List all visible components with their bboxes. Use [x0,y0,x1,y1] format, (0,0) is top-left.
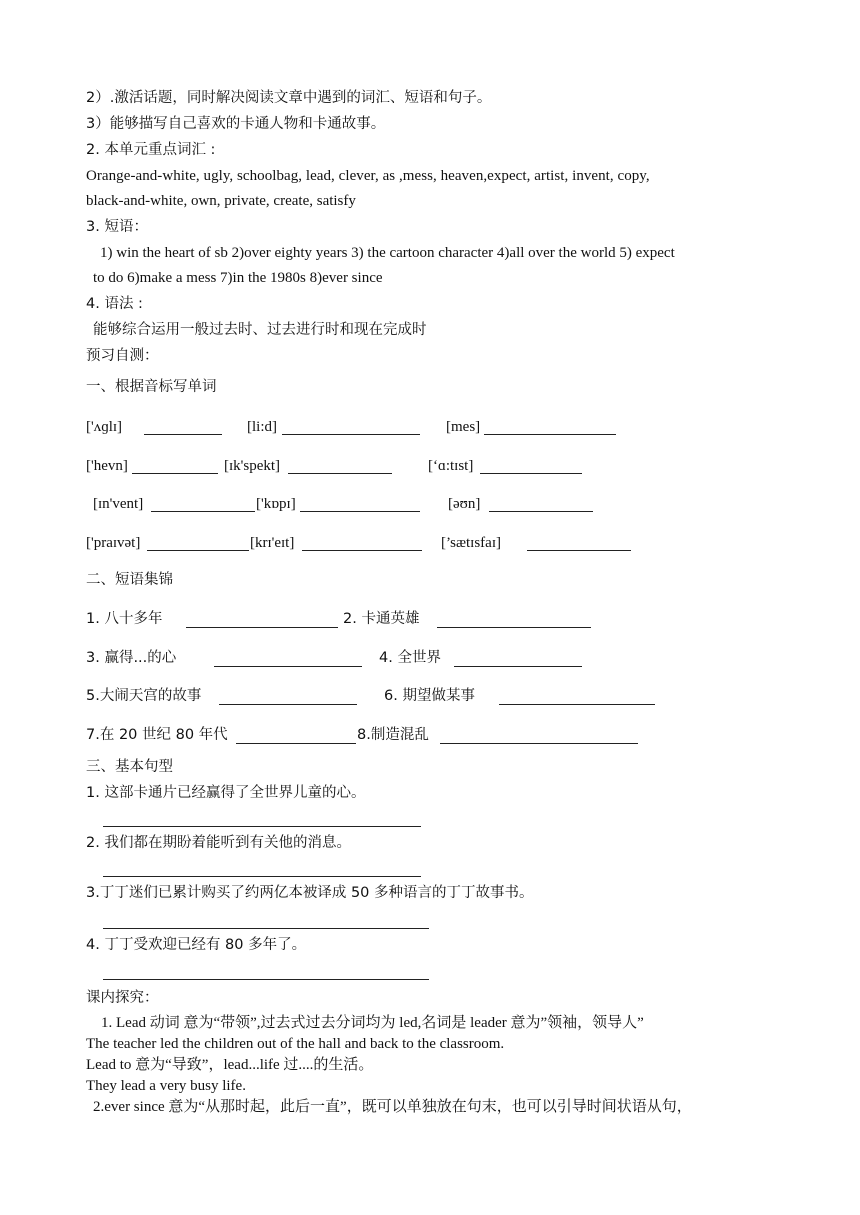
phonetic-heaven: ['hevn] [86,458,128,474]
answer-blank[interactable] [103,876,421,877]
answer-blank[interactable] [103,979,429,980]
grammar-heading: 4. 语法 : [86,296,143,312]
answer-blank[interactable] [437,627,591,628]
sentence-item-1: 1. 这部卡通片已经赢得了全世界儿童的心。 [86,785,366,801]
phonetic-lead: [li:d] [247,419,277,435]
answer-blank[interactable] [144,434,222,435]
sentence-item-3: 3.丁丁迷们已累计购买了约两亿本被译成 50 多种语言的丁丁故事书。 [86,885,534,901]
answer-blank[interactable] [489,511,593,512]
phonetic-mess: [mes] [446,419,481,435]
objective-item-2: 2）.激活话题，同时解决阅读文章中遇到的词汇、短语和句子。 [86,90,492,106]
answer-blank[interactable] [282,434,420,435]
explore-line-5: 2.ever since 意为“从那时起，此后一直”，既可以单独放在句末，也可以引导时间状语从句， [93,1099,692,1115]
section1-title: 一、根据音标写单词 [86,379,217,395]
phonetic-invent: [ɪn'vent] [93,496,144,512]
explore-line-3: Lead to 意为“导致”，lead...life 过....的生活。 [86,1057,374,1073]
objective-item-3: 3）能够描写自己喜欢的卡通人物和卡通故事。 [86,116,386,132]
section2-title: 二、短语集锦 [86,572,173,588]
phonetic-artist: [‘ɑ:tɪst] [428,458,474,474]
phrase-item-6: 6. 期望做某事 [384,688,475,704]
phrases-heading: 3. 短语： [86,219,148,235]
phrase-item-4: 4. 全世界 [379,650,441,666]
phonetic-own: [əʊn] [448,496,481,512]
phrases-line-1: 1) win the heart of sb 2)over eighty years 3) the cartoon character 4)all over the world 5) expect [100,245,675,261]
phonetic-expect: [ɪk'spekt] [224,458,281,474]
vocab-heading: 2. 本单元重点词汇 : [86,142,216,158]
sentence-item-4: 4. 丁丁受欢迎已经有 80 多年了。 [86,937,307,953]
vocab-line-2: black-and-white, own, private, create, satisfy [86,193,356,209]
answer-blank[interactable] [440,743,638,744]
grammar-line-1: 能够综合运用一般过去时、过去进行时和现在完成时 [93,322,427,338]
answer-blank[interactable] [288,473,392,474]
answer-blank[interactable] [499,704,655,705]
phonetic-create: [krɪ'eɪt] [250,535,295,551]
explore-line-1: 1. Lead 动词 意为“带领”,过去式过去分词均为 led,名词是 leader 意为”领袖，领导人” [101,1015,644,1031]
answer-blank[interactable] [484,434,616,435]
section3-title: 三、基本句型 [86,759,173,775]
answer-blank[interactable] [300,511,420,512]
answer-blank[interactable] [147,550,249,551]
vocab-line-1: Orange-and-white, ugly, schoolbag, lead, clever, as ,mess, heaven,expect, artist, invent, copy, [86,168,650,184]
phrase-item-1: 1. 八十多年 [86,611,163,627]
answer-blank[interactable] [236,743,356,744]
phrase-item-5: 5.大闹天宫的故事 [86,688,202,704]
explore-line-4: They lead a very busy life. [86,1078,246,1094]
answer-blank[interactable] [103,826,421,827]
phonetic-satisfy: [’sætɪsfaɪ] [441,535,501,551]
answer-blank[interactable] [151,511,255,512]
explore-title: 课内探究： [86,990,159,1006]
answer-blank[interactable] [219,704,357,705]
answer-blank[interactable] [527,550,631,551]
phonetic-private: ['praɪvət] [86,535,141,551]
phrase-item-8: 8.制造混乱 [357,727,429,743]
answer-blank[interactable] [480,473,582,474]
explore-line-2: The teacher led the children out of the hall and back to the classroom. [86,1036,505,1052]
answer-blank[interactable] [454,666,582,667]
answer-blank[interactable] [186,627,338,628]
phrase-item-7: 7.在 20 世纪 80 年代 [86,727,228,743]
phonetic-ugly: ['ʌɡlɪ] [86,419,123,435]
phrases-line-2: to do 6)make a mess 7)in the 1980s 8)ever since [93,270,383,286]
phrase-item-3: 3. 赢得...的心 [86,650,177,666]
phrase-item-2: 2. 卡通英雄 [343,611,420,627]
answer-blank[interactable] [103,928,429,929]
answer-blank[interactable] [132,473,218,474]
preview-heading: 预习自测： [86,348,159,364]
sentence-item-2: 2. 我们都在期盼着能听到有关他的消息。 [86,835,351,851]
phonetic-copy: ['kɒpɪ] [256,496,296,512]
answer-blank[interactable] [302,550,422,551]
answer-blank[interactable] [214,666,362,667]
